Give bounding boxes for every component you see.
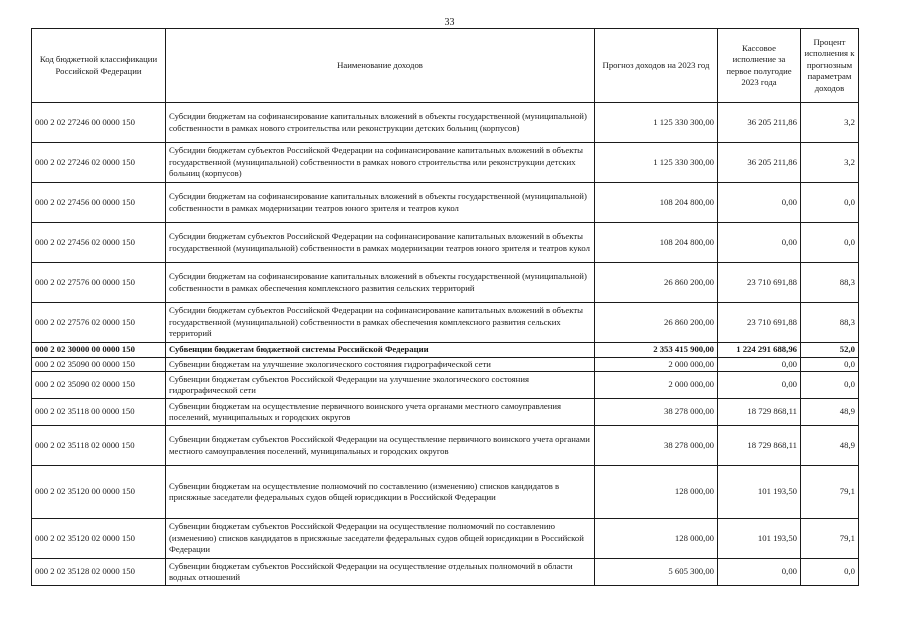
- table-row: [32, 223, 859, 263]
- budget-code-cell: 000 2 02 35128 02 0000 150: [32, 559, 166, 586]
- executed-cell: 23 710 691,88: [718, 303, 801, 343]
- percent-cell: 79,1: [801, 466, 859, 519]
- budget-code-cell: 000 2 02 35120 02 0000 150: [32, 519, 166, 559]
- percent-cell: 0,0: [801, 223, 859, 263]
- budget-code-cell: 000 2 02 35118 00 0000 150: [32, 399, 166, 426]
- revenue-name-cell: Субсидии бюджетам на софинансирование капитальных вложений в объекты государственной (муниципальной) собственности в рамках модернизации театров юного зрителя и театров кукол: [166, 183, 595, 223]
- percent-cell: 79,1: [801, 519, 859, 559]
- revenue-name-cell: Субсидии бюджетам субъектов Российской Федерации на софинансирование капитальных вложений в объекты государственной (муниципальной) собственности в рамках обеспечения комплексного развития сельских территорий: [166, 303, 595, 343]
- forecast-cell: 108 204 800,00: [595, 183, 718, 223]
- percent-cell: 52,0: [801, 343, 859, 358]
- budget-code-cell: 000 2 02 27576 02 0000 150: [32, 303, 166, 343]
- table-row: [32, 466, 859, 519]
- forecast-cell: 108 204 800,00: [595, 223, 718, 263]
- forecast-cell: 2 000 000,00: [595, 357, 718, 372]
- forecast-cell: 1 125 330 300,00: [595, 103, 718, 143]
- percent-cell: 0,0: [801, 183, 859, 223]
- percent-cell: 0,0: [801, 357, 859, 372]
- table-row: [32, 559, 859, 586]
- page-number: 33: [444, 17, 455, 28]
- executed-cell: 0,00: [718, 183, 801, 223]
- executed-cell: 36 205 211,86: [718, 103, 801, 143]
- col-header-executed: Кассовое исполнение за первое полугодие 2023 года: [718, 29, 801, 103]
- revenue-name-cell: Субвенции бюджетам субъектов Российской Федерации на осуществление отдельных полномочий в области водных отношений: [166, 559, 595, 586]
- percent-cell: 0,0: [801, 559, 859, 586]
- percent-cell: 48,9: [801, 426, 859, 466]
- percent-cell: 0,0: [801, 372, 859, 399]
- executed-cell: 23 710 691,88: [718, 263, 801, 303]
- budget-code-cell: 000 2 02 30000 00 0000 150: [32, 343, 166, 358]
- forecast-cell: 1 125 330 300,00: [595, 143, 718, 183]
- revenue-name-cell: Субвенции бюджетам субъектов Российской Федерации на улучшение экологического состояния гидрографической сети: [166, 372, 595, 399]
- forecast-cell: 128 000,00: [595, 466, 718, 519]
- budget-code-cell: 000 2 02 35120 00 0000 150: [32, 466, 166, 519]
- table-row: [32, 263, 859, 303]
- forecast-cell: 2 353 415 900,00: [595, 343, 718, 358]
- forecast-cell: 5 605 300,00: [595, 559, 718, 586]
- revenue-name-cell: Субсидии бюджетам субъектов Российской Федерации на софинансирование капитальных вложений в объекты государственной (муниципальной) собственности в рамках модернизации театров юного зрителя и театров кукол: [166, 223, 595, 263]
- revenue-table: [31, 28, 859, 586]
- executed-cell: 36 205 211,86: [718, 143, 801, 183]
- executed-cell: 1 224 291 688,96: [718, 343, 801, 358]
- budget-code-cell: 000 2 02 35090 02 0000 150: [32, 372, 166, 399]
- budget-code-cell: 000 2 02 27246 02 0000 150: [32, 143, 166, 183]
- revenue-name-cell: Субвенции бюджетам субъектов Российской Федерации на осуществление первичного воинского учета органами местного самоуправления поселений, муниципальных и городских округов: [166, 426, 595, 466]
- executed-cell: 101 193,50: [718, 466, 801, 519]
- executed-cell: 0,00: [718, 372, 801, 399]
- revenue-name-cell: Субсидии бюджетам на софинансирование капитальных вложений в объекты государственной (муниципальной) собственности в рамках обеспечения комплексного развития сельских территорий: [166, 263, 595, 303]
- executed-cell: 0,00: [718, 223, 801, 263]
- table-row: [32, 357, 859, 372]
- revenue-name-cell: Субсидии бюджетам на софинансирование капитальных вложений в объекты государственной (муниципальной) собственности в рамках нового строительства или реконструкции детских больниц (корпусов): [166, 103, 595, 143]
- table-row: [32, 183, 859, 223]
- executed-cell: 0,00: [718, 559, 801, 586]
- executed-cell: 101 193,50: [718, 519, 801, 559]
- budget-code-cell: 000 2 02 35090 00 0000 150: [32, 357, 166, 372]
- executed-cell: 0,00: [718, 357, 801, 372]
- table-row: [32, 519, 859, 559]
- table-header-row: [32, 29, 859, 103]
- table-row: [32, 343, 859, 358]
- budget-code-cell: 000 2 02 35118 02 0000 150: [32, 426, 166, 466]
- percent-cell: 88,3: [801, 263, 859, 303]
- table-row: [32, 103, 859, 143]
- forecast-cell: 38 278 000,00: [595, 399, 718, 426]
- revenue-name-cell: Субвенции бюджетам на осуществление полномочий по составлению (изменению) списков кандидатов в присяжные заседатели федеральных судов общей юрисдикции в Российской Федерации: [166, 466, 595, 519]
- revenue-name-cell: Субсидии бюджетам субъектов Российской Федерации на софинансирование капитальных вложений в объекты государственной (муниципальной) собственности в рамках нового строительства или реконструкции детских больниц (корпусов): [166, 143, 595, 183]
- col-header-forecast: Прогноз доходов на 2023 год: [595, 29, 718, 103]
- table-row: [32, 303, 859, 343]
- percent-cell: 88,3: [801, 303, 859, 343]
- revenue-name-cell: Субвенции бюджетам на осуществление первичного воинского учета органами местного самоуправления поселений, муниципальных и городских округов: [166, 399, 595, 426]
- forecast-cell: 26 860 200,00: [595, 303, 718, 343]
- table-row: [32, 399, 859, 426]
- forecast-cell: 26 860 200,00: [595, 263, 718, 303]
- col-header-percent: Процент исполнения к прогнозным параметрам доходов: [801, 29, 859, 103]
- budget-code-cell: 000 2 02 27576 00 0000 150: [32, 263, 166, 303]
- budget-code-cell: 000 2 02 27246 00 0000 150: [32, 103, 166, 143]
- revenue-name-cell: Субвенции бюджетам бюджетной системы Российской Федерации: [166, 343, 595, 358]
- revenue-name-cell: Субвенции бюджетам субъектов Российской Федерации на осуществление полномочий по составлению (изменению) списков кандидатов в присяжные заседатели федеральных судов общей юрисдикции в Российской Федерации: [166, 519, 595, 559]
- budget-code-cell: 000 2 02 27456 00 0000 150: [32, 183, 166, 223]
- col-header-code: Код бюджетной классификации Российской Федерации: [32, 29, 166, 103]
- budget-code-cell: 000 2 02 27456 02 0000 150: [32, 223, 166, 263]
- col-header-name: Наименование доходов: [166, 29, 595, 103]
- table-row: [32, 372, 859, 399]
- table-row: [32, 426, 859, 466]
- forecast-cell: 2 000 000,00: [595, 372, 718, 399]
- executed-cell: 18 729 868,11: [718, 426, 801, 466]
- percent-cell: 3,2: [801, 103, 859, 143]
- revenue-name-cell: Субвенции бюджетам на улучшение экологического состояния гидрографической сети: [166, 357, 595, 372]
- percent-cell: 3,2: [801, 143, 859, 183]
- table-body: [32, 103, 859, 586]
- forecast-cell: 128 000,00: [595, 519, 718, 559]
- executed-cell: 18 729 868,11: [718, 399, 801, 426]
- table-row: [32, 143, 859, 183]
- forecast-cell: 38 278 000,00: [595, 426, 718, 466]
- percent-cell: 48,9: [801, 399, 859, 426]
